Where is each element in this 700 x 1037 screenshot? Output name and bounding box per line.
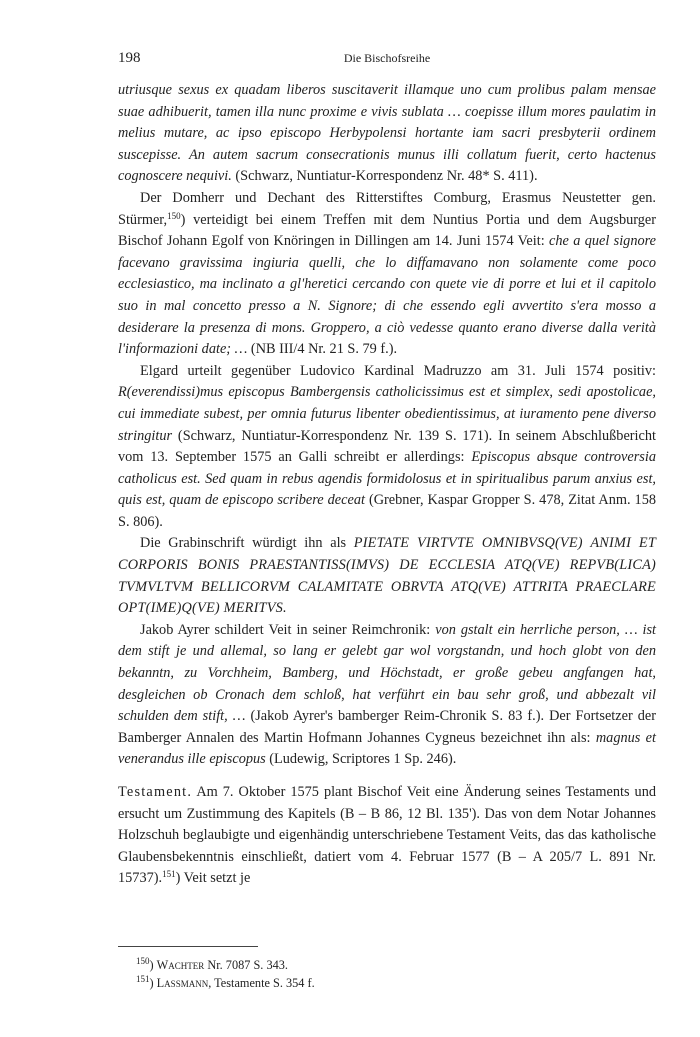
paragraph-neustetter bbox=[118, 188, 656, 361]
paragraph-ayrer bbox=[118, 620, 656, 771]
latin-quote: utriusque sexus ex quadam liberos suscitaverit illamque uno cum prolibus palam mensae suae adhibuerit, tamen illa nunc proxime e vivis sublata … coepisse illum mores paulatim in melius mutare, ac ipso episcopo Herbypolensi hortante iam sacri presbyterii ordinem suscepisse. An autem sacrum consecrationis munus illi collatum fuerit, certo hactenus cognoscere nequivi. bbox=[118, 82, 656, 185]
latin-quote: R(everendissi)mus episcopus Bambergensis catholicissimus est et simplex, sedi apostolicae, cui immediate subest, per omnia futurus libenter obedientissimus, at iuramento pene diverso stringitur bbox=[118, 384, 656, 444]
footnote-number: 151 bbox=[136, 974, 150, 984]
latin-quote: magnus et venerandus ille episcopus bbox=[118, 729, 656, 768]
paragraph-text: ) verteidigt bei einem Treffen mit dem Nuntius Portia und dem Augsburger Bischof Johann Egolf von Knöringen in Dillingen am 14. Juni 1574 Veit: bbox=[118, 211, 656, 250]
citation: (Schwarz, Nuntiatur-Korrespondenz Nr. 48* S. 411). bbox=[231, 168, 538, 185]
footnote-text: Nr. 7087 S. 343. bbox=[204, 958, 288, 972]
paragraph-testament bbox=[118, 782, 656, 890]
page-number: 198 bbox=[118, 50, 141, 66]
footnote-text: , Testamente S. 354 f. bbox=[208, 976, 315, 990]
page-header bbox=[118, 50, 656, 72]
footnote-ref-151[interactable]: 151 bbox=[162, 869, 176, 880]
paragraph-text: Am 7. Oktober 1575 plant Bischof Veit eine Änderung seines Testaments und ersucht um Zustimmung des Kapitels (B – B 86, 12 Bl. 135'). Das von dem Notar Johannes Holzschuh beglaubigte und eigenhändig unterschriebene Testament Veits, das das katholische Glaubensbekenntnis einschließt, datiert vom 4. Februar 1577 (B – A 205/7 L. 891 Nr. 15737). bbox=[118, 784, 656, 887]
citation: (Grebner, Kaspar Gropper S. 478, Zitat Anm. 158 S. 806). bbox=[118, 492, 656, 530]
footnote-151: $^{151}$) Lassmann, Testamente S. 354 f. bbox=[136, 974, 315, 990]
citation: (NB III/4 Nr. 21 S. 79 f.). bbox=[247, 341, 398, 358]
paragraph-text: (Schwarz, Nuntiatur-Korrespondenz Nr. 139 S. 171). In seinem Abschlußbericht vom 13. September 1575 an Galli schreibt er allerdings: bbox=[118, 427, 656, 466]
paragraph-text: Jakob Ayrer schildert Veit in seiner Reimchronik: bbox=[140, 621, 436, 638]
footnote-divider bbox=[118, 946, 258, 947]
footnote-author: Lassmann bbox=[156, 976, 209, 990]
footnote-ref-150[interactable]: 150 bbox=[167, 210, 181, 221]
paragraph-text: Der Domherr und Dechant des Ritterstiftes Comburg, Erasmus Neustetter gen. Stürmer, bbox=[118, 189, 656, 228]
latin-quote: Episcopus absque controversia catholicus est. Sed quam in rebus agendis formidolosus et in spiritualibus parum anxius est, quis est, quam de episcopo scribere deceat bbox=[118, 449, 656, 509]
paragraph-latin-quote bbox=[118, 80, 656, 188]
main-text bbox=[118, 80, 656, 890]
citation: (Ludewig, Scriptores 1 Sp. 246). bbox=[265, 751, 457, 768]
footnotes bbox=[118, 946, 656, 993]
footnote-number: 150 bbox=[136, 956, 150, 966]
section-heading: Testament. bbox=[118, 784, 193, 800]
paragraph-text: Die Grabinschrift würdigt ihn als bbox=[140, 535, 354, 552]
german-quote: von gstalt ein herrliche person, … ist dem stift je und allemal, so lang er gelebt gar wol vorgstandn, und hoch globt von den bekanntn, zu Vorchheim, Bamberg, und Höchstadt, er große gebeu angfangen hat, desgleichen ob Cronach dem schloß, hat verführt ein bau sehr groß, und abbezalt vil schulden dem stift, … bbox=[118, 621, 656, 725]
running-title: Die Bischofsreihe bbox=[343, 51, 431, 65]
paragraph-text: Elgard urteilt gegenüber Ludovico Kardinal Madruzzo am 31. Juli 1574 positiv: bbox=[140, 362, 656, 379]
footnote-author: Wachter bbox=[156, 958, 205, 972]
footnote-150: $^{150}$) Wachter Nr. 7087 S. 343. bbox=[136, 956, 288, 972]
paragraph-text: ) Veit setzt je bbox=[175, 870, 251, 887]
paragraph-elgard bbox=[118, 361, 656, 534]
italian-quote: che a quel signore facevano gravissima ingiuria quelli, che lo diffamavano non solamente come poco ecclesiastico, ma inclinato a gl'heretici cercando con quete vie di porre et lui et il capitolo suo in mal concetto presso a N. Signore; di che essendo egli avvertito s'era mosso a desiderare la presenza di mons. Groppero, a ciò vedesse quanto erano diverse dalla verità l'informazioni date; … bbox=[118, 233, 657, 358]
paragraph-text: (Jakob Ayrer's bamberger Reim-Chronik S. 83 f.). Der Fortsetzer der Bamberger Annalen des Martin Hofmann Johannes Cygneus bezeichnet ihn als: bbox=[118, 708, 656, 746]
epitaph-inscription: PIETATE VIRTVTE OMNIBVSQ(VE) ANIMI ET CORPORIS BONIS PRAESTANTISS(IMVS) DE ECCLESIA ATQ(VE) REPVB(LICA) TVMVLTVM BELLICORVM CALAMITATE OBRVTA ATQ(VE) ATTRITA PRAECLARE OPT(IME)Q(VE) MERITVS. bbox=[118, 535, 656, 617]
paragraph-epitaph bbox=[118, 533, 656, 619]
